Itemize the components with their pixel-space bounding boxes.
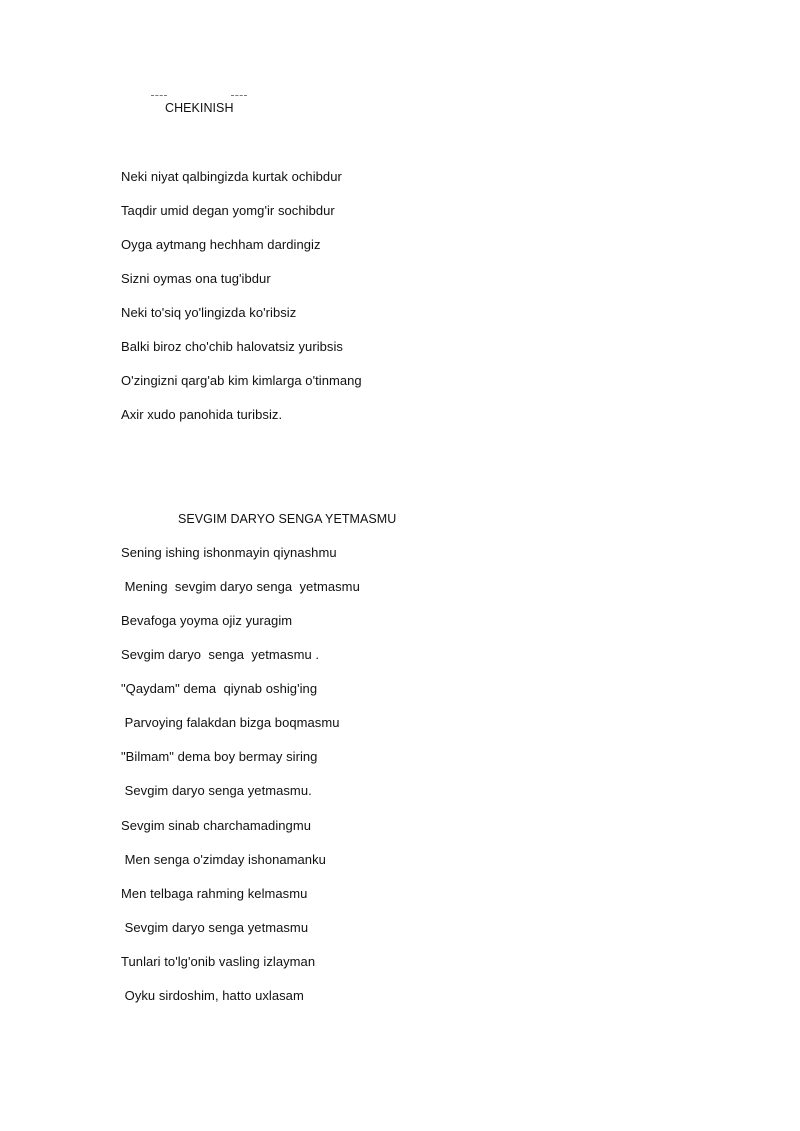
poem2-title: SEVGIM DARYO SENGA YETMASMU: [178, 512, 397, 526]
poem2-line-3: Bevafoga yoyma ojiz yuragim: [121, 613, 293, 628]
poem1-line-6: Balki biroz cho'chib halovatsiz yuribsis: [121, 339, 343, 354]
poem2-line-6: Parvoying falakdan bizga boqmasmu: [121, 715, 340, 730]
poem2-line-12: Sevgim daryo senga yetmasmu: [121, 920, 309, 935]
poem1-title: CHEKINISH: [165, 101, 234, 115]
poem2-line-14: Oyku sirdoshim, hatto uxlasam: [121, 988, 304, 1003]
poem1-line-4: Sizni oymas ona tug'ibdur: [121, 271, 271, 286]
poem1-line-8: Axir xudo panohida turibsiz.: [121, 407, 283, 422]
poem2-line-8: Sevgim daryo senga yetmasmu.: [121, 783, 312, 798]
poem2-line-1: Sening ishing ishonmayin qiynashmu: [121, 545, 337, 560]
poem1-line-3: Oyga aytmang hechham dardingiz: [121, 237, 321, 252]
poem2-line-10: Men senga o'zimday ishonamanku: [121, 852, 326, 867]
poem1-line-5: Neki to'siq yo'lingizda ko'ribsiz: [121, 305, 297, 320]
poem2-line-9: Sevgim sinab charchamadingmu: [121, 818, 311, 833]
poem1-line-7: O'zingizni qarg'ab kim kimlarga o'tinmang: [121, 373, 362, 388]
poem2-line-5: "Qaydam" dema qiynab oshig'ing: [121, 681, 318, 696]
poem2-line-7: "Bilmam" dema boy bermay siring: [121, 749, 318, 764]
poem2-line-11: Men telbaga rahming kelmasmu: [121, 886, 308, 901]
poem2-line-2: Mening sevgim daryo senga yetmasmu: [121, 579, 360, 594]
poem2-line-4: Sevgim daryo senga yetmasmu .: [121, 647, 320, 662]
poem1-line-1: Neki niyat qalbingizda kurtak ochibdur: [121, 169, 342, 184]
title-decoration-right: [231, 95, 247, 100]
poem2-line-13: Tunlari to'lg'onib vasling izlayman: [121, 954, 316, 969]
poem1-line-2: Taqdir umid degan yomg'ir sochibdur: [121, 203, 335, 218]
